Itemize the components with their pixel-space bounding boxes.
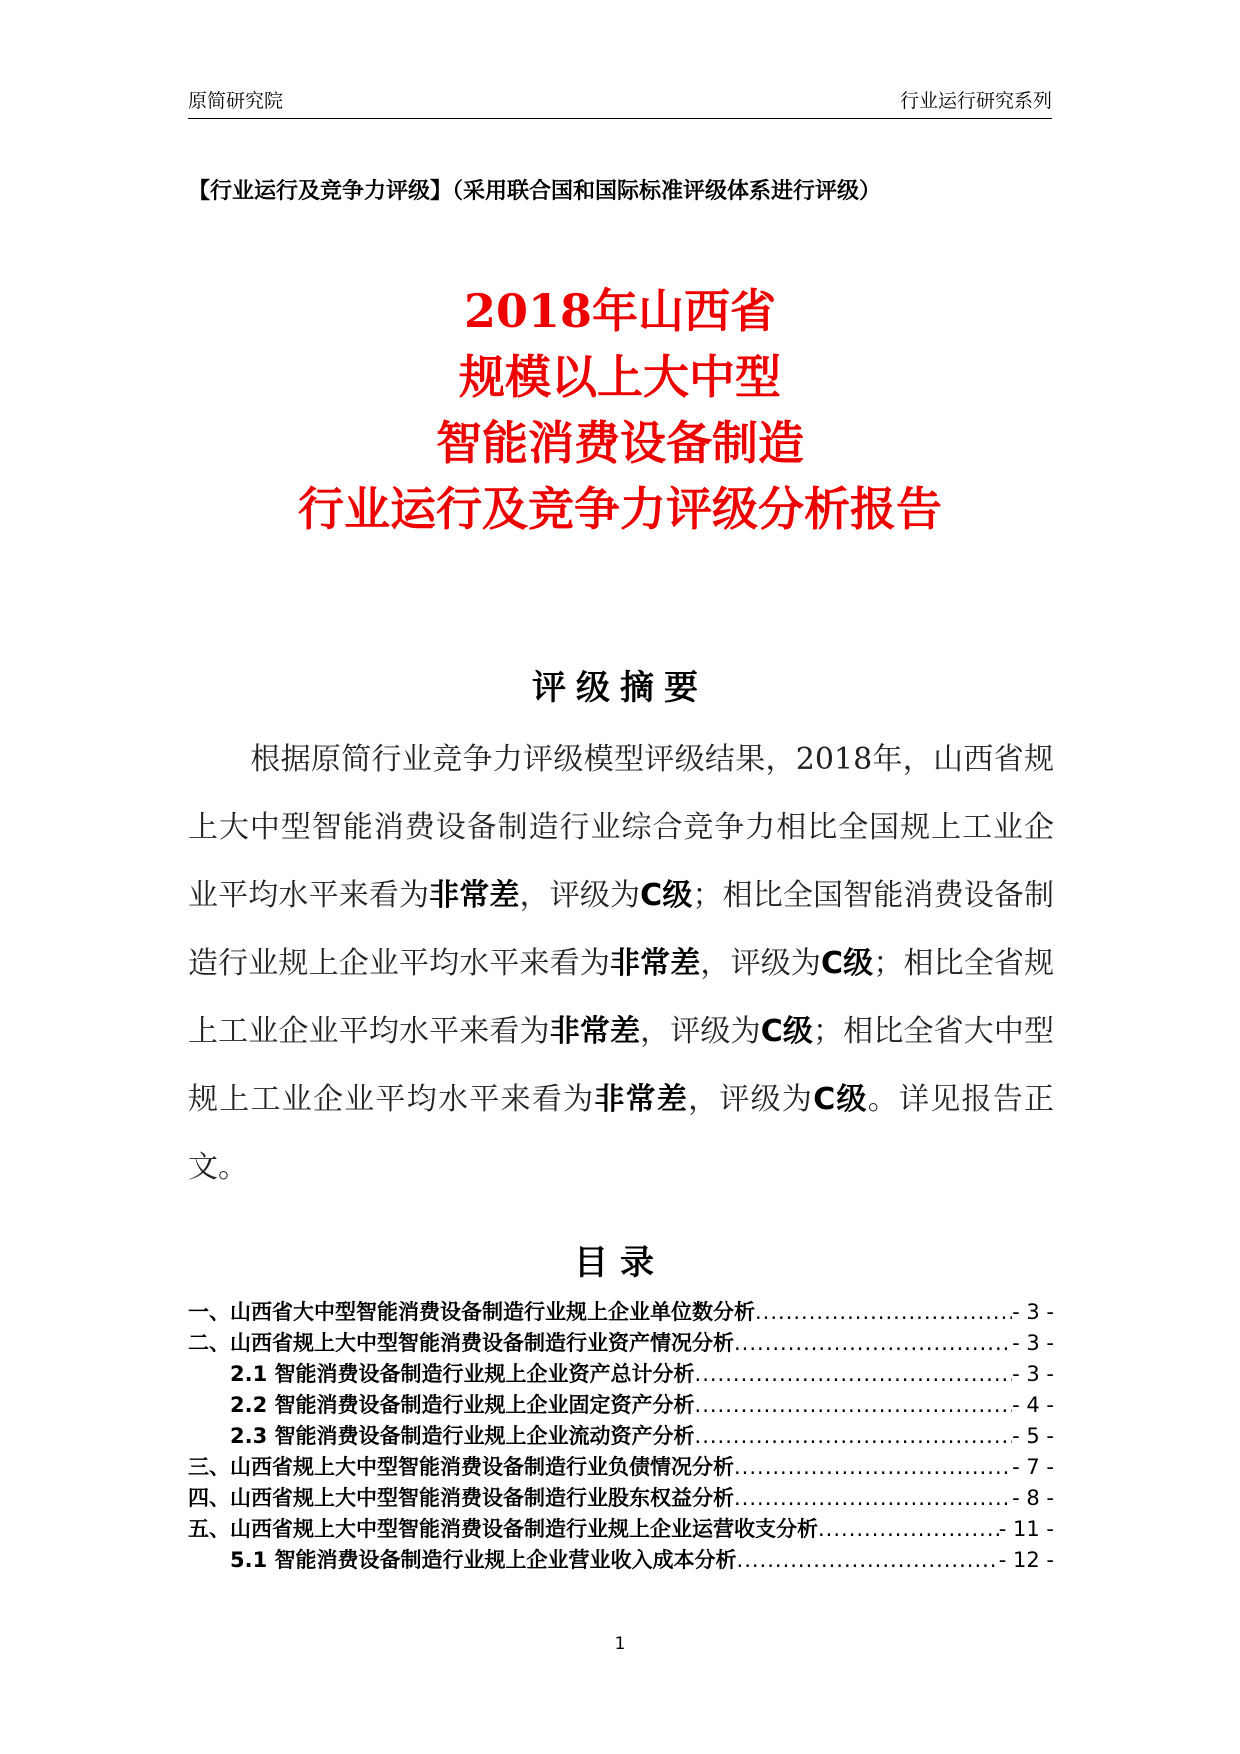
page-header <box>188 86 1052 119</box>
toc-entry-label: 五、山西省规上大中型智能消费设备制造行业规上企业运营收支分析 <box>188 1517 818 1541</box>
toc-entry-label: 四、山西省规上大中型智能消费设备制造行业股东权益分析 <box>188 1486 734 1510</box>
summary-heading: 评级摘要 <box>532 668 708 708</box>
summary-grade: C级 <box>821 946 874 981</box>
summary-emphasis: 非常差 <box>549 1014 641 1049</box>
toc-subentry[interactable] <box>188 1359 1054 1390</box>
toc-entry[interactable] <box>188 1328 1054 1359</box>
toc-entry-label: 2.1 智能消费设备制造行业规上企业资产总计分析 <box>230 1362 695 1386</box>
toc-entry-label: 二、山西省规上大中型智能消费设备制造行业资产情况分析 <box>188 1331 734 1355</box>
toc-entry-page: - 11 - <box>998 1517 1054 1541</box>
summary-text: ；相比全国智能消费设备制造行业规上企业平均水平来看为 <box>188 878 1055 981</box>
summary-text: ，评级为 <box>688 1082 814 1117</box>
summary-text: ，评级为 <box>640 1014 761 1049</box>
title-line-3: 智能消费设备制造 <box>436 416 804 470</box>
title-line-2: 规模以上大中型 <box>459 350 781 404</box>
summary-grade: C级 <box>813 1082 868 1117</box>
summary-grade: C级 <box>760 1014 814 1049</box>
toc-leader-dots <box>734 1452 1012 1483</box>
summary-paragraph <box>188 726 1054 1202</box>
toc-entry-label: 三、山西省规上大中型智能消费设备制造行业负债情况分析 <box>188 1455 734 1479</box>
summary-emphasis: 非常差 <box>609 946 701 981</box>
toc-entry-page: - 4 - <box>1012 1393 1054 1417</box>
toc-entry-page: - 3 - <box>1012 1362 1054 1386</box>
toc-leader-dots <box>734 1483 1012 1514</box>
toc-entry-page: - 5 - <box>1012 1424 1054 1448</box>
toc-entry-page: - 7 - <box>1012 1455 1054 1479</box>
toc-entry-page: - 12 - <box>998 1548 1054 1572</box>
page-number: 1 <box>614 1634 626 1654</box>
toc-leader-dots <box>695 1421 1013 1452</box>
summary-text: 。详见报告正文。 <box>188 1082 1055 1185</box>
toc-entry-label: 2.3 智能消费设备制造行业规上企业流动资产分析 <box>230 1424 695 1448</box>
toc-entry-page: - 8 - <box>1012 1486 1054 1510</box>
rating-note: 【行业运行及竞争力评级】（采用联合国和国际标准评级体系进行评级） <box>188 179 882 204</box>
summary-text: 根据原简行业竞争力评级模型评级结果，2018年，山西省规上大中型智能消费设备制造行业综合竞争力相比全国规上工业企业平均水平来看为 <box>188 742 1054 913</box>
summary-emphasis: 非常差 <box>429 878 520 913</box>
title-line-1: 2018年山西省 <box>463 284 777 338</box>
summary-text: ，评级为 <box>700 946 821 981</box>
toc-entry-label: 2.2 智能消费设备制造行业规上企业固定资产分析 <box>230 1393 695 1417</box>
toc-subentry[interactable] <box>188 1421 1054 1452</box>
toc-entry[interactable] <box>188 1514 1054 1545</box>
toc-leader-dots <box>818 1514 999 1545</box>
toc-leader-dots <box>695 1390 1013 1421</box>
toc-entry[interactable] <box>188 1483 1054 1514</box>
summary-text: ；相比全省大中型规上工业企业平均水平来看为 <box>188 1014 1055 1117</box>
summary-grade: C级 <box>640 878 693 913</box>
header-series-name: 行业运行研究系列 <box>899 90 1052 112</box>
toc-leader-dots <box>737 1545 999 1576</box>
toc-entry-label: 5.1 智能消费设备制造行业规上企业营业收入成本分析 <box>230 1548 737 1572</box>
table-of-contents <box>188 1297 1054 1576</box>
toc-entry-page: - 3 - <box>1012 1331 1054 1355</box>
summary-text: ；相比全省规上工业企业平均水平来看为 <box>188 946 1055 1049</box>
toc-entry[interactable] <box>188 1297 1054 1328</box>
toc-leader-dots <box>755 1297 1012 1328</box>
toc-leader-dots <box>734 1328 1012 1359</box>
toc-entry[interactable] <box>188 1452 1054 1483</box>
summary-text: ，评级为 <box>519 878 641 913</box>
toc-entry-label: 一、山西省大中型智能消费设备制造行业规上企业单位数分析 <box>188 1300 755 1324</box>
report-title <box>188 278 1052 542</box>
toc-heading: 目录 <box>574 1243 666 1283</box>
toc-leader-dots <box>695 1359 1013 1390</box>
toc-subentry[interactable] <box>188 1545 1054 1576</box>
header-org-name: 原简研究院 <box>188 90 284 112</box>
summary-emphasis: 非常差 <box>594 1082 689 1117</box>
toc-entry-page: - 3 - <box>1012 1300 1054 1324</box>
title-line-4: 行业运行及竞争力评级分析报告 <box>298 482 942 536</box>
toc-subentry[interactable] <box>188 1390 1054 1421</box>
